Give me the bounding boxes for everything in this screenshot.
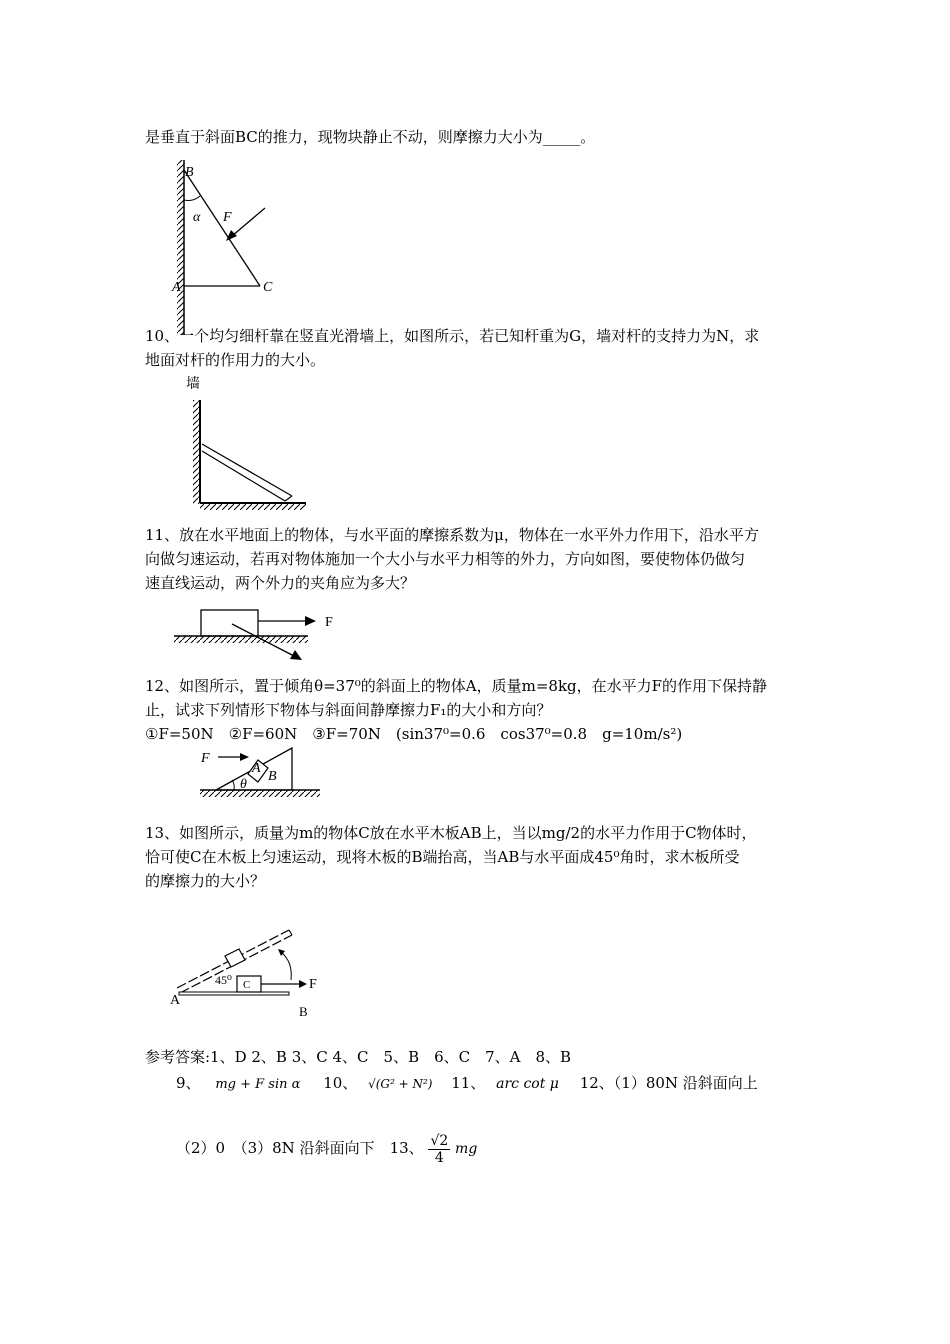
answers-line3 <box>176 1128 477 1168</box>
a10-formula: √(G² + N²) <box>368 1077 433 1091</box>
q9-text: 是垂直于斜面BC的推力，现物块静止不动，则摩擦力大小为_____。 <box>145 128 596 146</box>
q13-line3: 的摩擦力的大小？ <box>145 872 266 890</box>
a13-tail: mg <box>455 1141 478 1157</box>
a13-numerator: √2 <box>430 1132 449 1149</box>
label-F: F <box>325 615 333 630</box>
q9-figure <box>160 158 290 338</box>
q11-line1: 11、放在水平地面上的物体，与水平面的摩擦系数为μ，物体在一水平外力作用下，沿水平方 <box>145 526 759 544</box>
q12-line2: 止，试求下列情形下物体与斜面间静摩擦力F₁的大小和方向？ <box>145 701 552 719</box>
label-A: A <box>252 761 261 776</box>
q11-line3: 速直线运动，两个外力的夹角应为多大？ <box>145 574 416 592</box>
label-C: C <box>243 979 251 991</box>
label-A: A <box>172 280 181 295</box>
a9-formula: mg + F sin α <box>215 1077 301 1092</box>
label-theta: θ <box>240 777 247 792</box>
label-B: B <box>268 769 277 784</box>
q12-line3: ①F=50N ②F=60N ③F=70N (sin37⁰=0.6 cos37⁰=0.8 g=10m/s²) <box>145 725 683 743</box>
label-C: C <box>263 280 273 295</box>
q11-figure <box>170 604 350 666</box>
a11-formula: arc cot μ <box>496 1076 559 1092</box>
q11-line2: 向做匀速运动，若再对物体施加一个大小与水平力相等的外力，方向如图，要使物体仍做匀 <box>145 550 746 568</box>
q10-line1: 10、一个均匀细杆靠在竖直光滑墙上，如图所示，若已知杆重为G，墙对杆的支持力为N，求 <box>145 327 760 345</box>
label-A: A <box>170 993 181 1008</box>
a13-denominator: 4 <box>434 1149 444 1166</box>
a9-label: 9、 <box>176 1074 201 1092</box>
a12-answer: 12、（1）80N 沿斜面向上 <box>579 1074 758 1092</box>
label-alpha: α <box>193 210 201 225</box>
q13-line1: 13、如图所示，质量为m的物体C放在水平木板AB上，当以mg/2的水平力作用于C物体时， <box>145 824 757 842</box>
label-B: B <box>299 1004 308 1019</box>
a13-fraction <box>428 1133 450 1166</box>
label-F: F <box>201 751 210 766</box>
label-wall: 墙 <box>186 377 200 392</box>
a12b-answer: （2）0 （3）8N 沿斜面向下 13、 <box>176 1139 424 1157</box>
label-F: F <box>223 210 232 225</box>
answers-line1: 参考答案:1、D 2、B 3、C 4、C 5、B 6、C 7、A 8、B <box>145 1048 572 1066</box>
label-angle: 45⁰ <box>215 973 232 987</box>
q13-line2: 恰可使C在木板上匀速运动，现将木板的B端抬高，当AB与水平面成45⁰角时，求木板所受 <box>145 848 740 866</box>
answers-line2 <box>176 1072 758 1096</box>
q10-line2: 地面对杆的作用力的大小。 <box>145 351 326 369</box>
a11-label: 11、 <box>451 1074 486 1092</box>
q13-figure <box>165 922 335 1022</box>
q12-figure <box>196 744 326 802</box>
a10-label: 10、 <box>323 1074 358 1092</box>
label-F: F <box>309 977 317 992</box>
q10-figure <box>180 372 320 512</box>
q12-line1: 12、如图所示，置于倾角θ=37⁰的斜面上的物体A，质量m=8kg，在水平力F的作用下保持静 <box>145 677 768 695</box>
label-B: B <box>185 165 194 180</box>
